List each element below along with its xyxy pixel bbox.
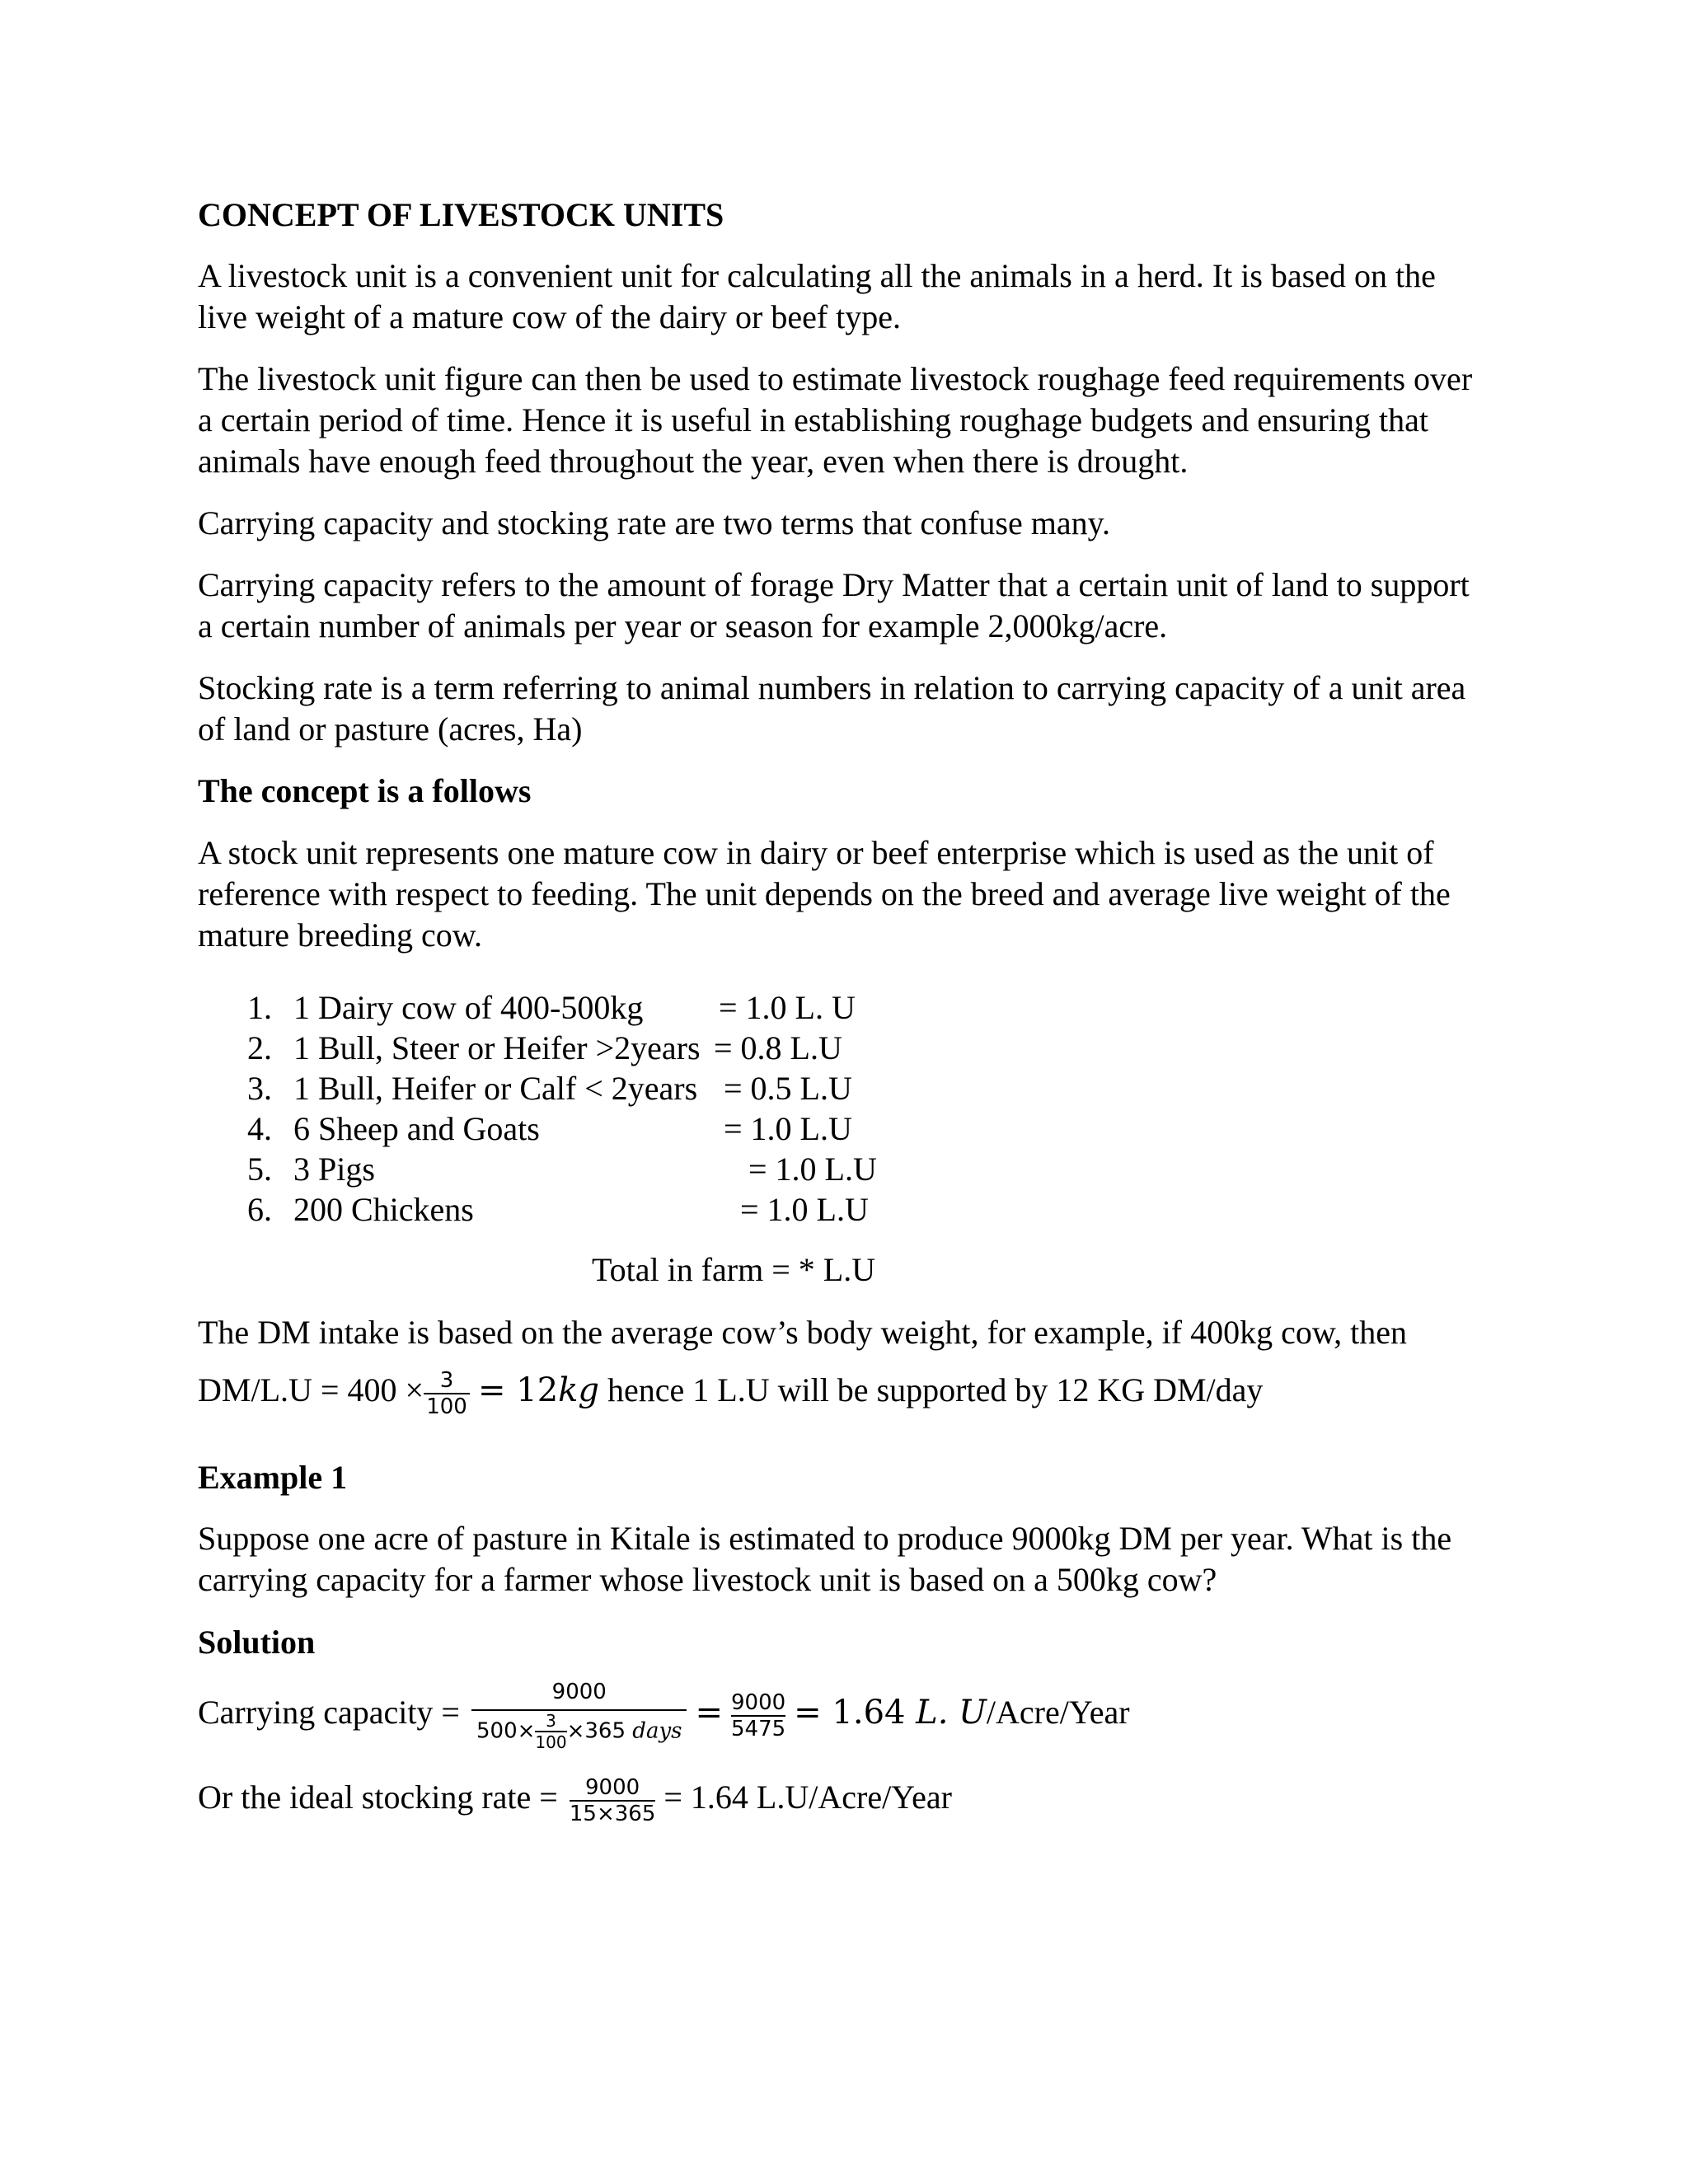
fraction-denominator [471, 1711, 687, 1752]
dm-formula-suffix: hence 1 L.U will be supported by 12 KG DM/day [599, 1371, 1264, 1409]
list-item-label: 1 Dairy cow of 400-500kg [293, 989, 644, 1026]
list-item-value: = 1.0 L.U [748, 1151, 877, 1188]
dm-formula-unit: kg [558, 1371, 599, 1410]
stocking-rate-formula [198, 1775, 952, 1826]
list-item-label: 1 Bull, Heifer or Calf < 2years [293, 1070, 698, 1107]
dm-formula [198, 1368, 1263, 1419]
carrying-capacity-formula [198, 1680, 1130, 1752]
page-title: CONCEPT OF LIVESTOCK UNITS [198, 196, 724, 233]
concept-paragraph: A stock unit represents one mature cow in dairy or beef enterprise which is used as the unit of reference with respect to feeding. The unit depends on the breed and average live weight of the mature breeding cow. [198, 834, 1451, 954]
list-item-label: 6 Sheep and Goats [293, 1110, 540, 1147]
sr-fraction [570, 1775, 656, 1826]
paragraph-livestock-unit: A livestock unit is a convenient unit for calculating all the animals in a herd. It is based on the live weight of a mature cow of the dairy or beef type. [198, 257, 1436, 335]
fraction-numerator: 3 [424, 1368, 470, 1394]
cc-fraction-1 [471, 1680, 687, 1752]
nested-numerator: 3 [535, 1711, 566, 1732]
cc-result-suffix: /Acre/Year [986, 1694, 1130, 1732]
dm-fraction [424, 1368, 470, 1419]
cc-label: Carrying capacity = [198, 1694, 460, 1732]
nested-denominator: 100 [535, 1732, 567, 1752]
dm-formula-equals: = 12 [478, 1371, 559, 1410]
fraction-denominator: 15×365 [569, 1802, 656, 1826]
list-item-number: 1. [247, 989, 272, 1026]
dm-formula-prefix: DM/L.U = 400 × [198, 1371, 424, 1409]
total-line: Total in farm = * L.U [592, 1251, 876, 1288]
fraction-denominator: 100 [426, 1394, 467, 1419]
list-item-number: 6. [247, 1191, 272, 1228]
fraction-numerator: 9000 [471, 1680, 687, 1711]
list-item-value: = 0.8 L.U [714, 1029, 842, 1066]
list-item-value: = 0.5 L.U [724, 1070, 852, 1107]
paragraph-roughage: The livestock unit figure can then be used to estimate livestock roughage feed requirements over a certain period of time. Hence it is useful in establishing roughage budgets and ensuring that animals have enough feed throughout the year, even when there is drought. [198, 360, 1473, 480]
paragraph-terms: Carrying capacity and stocking rate are two terms that confuse many. [198, 504, 1111, 541]
cc-result-value: = 1.64 [794, 1694, 906, 1732]
list-item-number: 2. [247, 1029, 272, 1066]
paragraph-stocking-rate: Stocking rate is a term referring to animal numbers in relation to carrying capacity of a unit area of land or pasture (acres, Ha) [198, 669, 1466, 748]
dm-intro: The DM intake is based on the average cow’s body weight, for example, if 400kg cow, then [198, 1314, 1407, 1351]
denominator-part: ×365 [566, 1718, 626, 1744]
list-item-number: 5. [247, 1151, 272, 1188]
denominator-part: 500× [476, 1718, 536, 1744]
list-item-label: 3 Pigs [293, 1151, 375, 1188]
example-text: Suppose one acre of pasture in Kitale is estimated to produce 9000kg DM per year. What is the carrying capacity for a farmer whose livestock unit is based on a 500kg cow? [198, 1520, 1452, 1598]
paragraph-carrying-capacity: Carrying capacity refers to the amount of forage Dry Matter that a certain unit of land to support a certain number of animals per year or season for example 2,000kg/acre. [198, 566, 1470, 644]
nested-fraction [535, 1711, 566, 1752]
list-item-value: = 1.0 L. U [719, 989, 856, 1026]
fraction-denominator: 5475 [731, 1717, 786, 1741]
example-heading: Example 1 [198, 1459, 348, 1496]
denominator-days: days [626, 1718, 682, 1744]
fraction-numerator: 9000 [570, 1775, 656, 1802]
concept-heading: The concept is a follows [198, 772, 532, 809]
list-item-value: = 1.0 L.U [724, 1110, 852, 1147]
cc-result-unit: L. U [905, 1694, 987, 1732]
fraction-numerator: 9000 [731, 1690, 786, 1715]
sr-label: Or the ideal stocking rate = [198, 1779, 558, 1816]
list-item-value: = 1.0 L.U [740, 1191, 869, 1228]
cc-equals: = [695, 1694, 723, 1732]
list-item-number: 3. [247, 1070, 272, 1107]
list-item-label: 200 Chickens [293, 1191, 474, 1228]
cc-fraction-2 [731, 1690, 785, 1741]
sr-result: = 1.64 L.U/Acre/Year [663, 1779, 952, 1816]
list-item-label: 1 Bull, Steer or Heifer >2years [293, 1029, 701, 1066]
solution-heading: Solution [198, 1624, 316, 1661]
list-item-number: 4. [247, 1110, 272, 1147]
